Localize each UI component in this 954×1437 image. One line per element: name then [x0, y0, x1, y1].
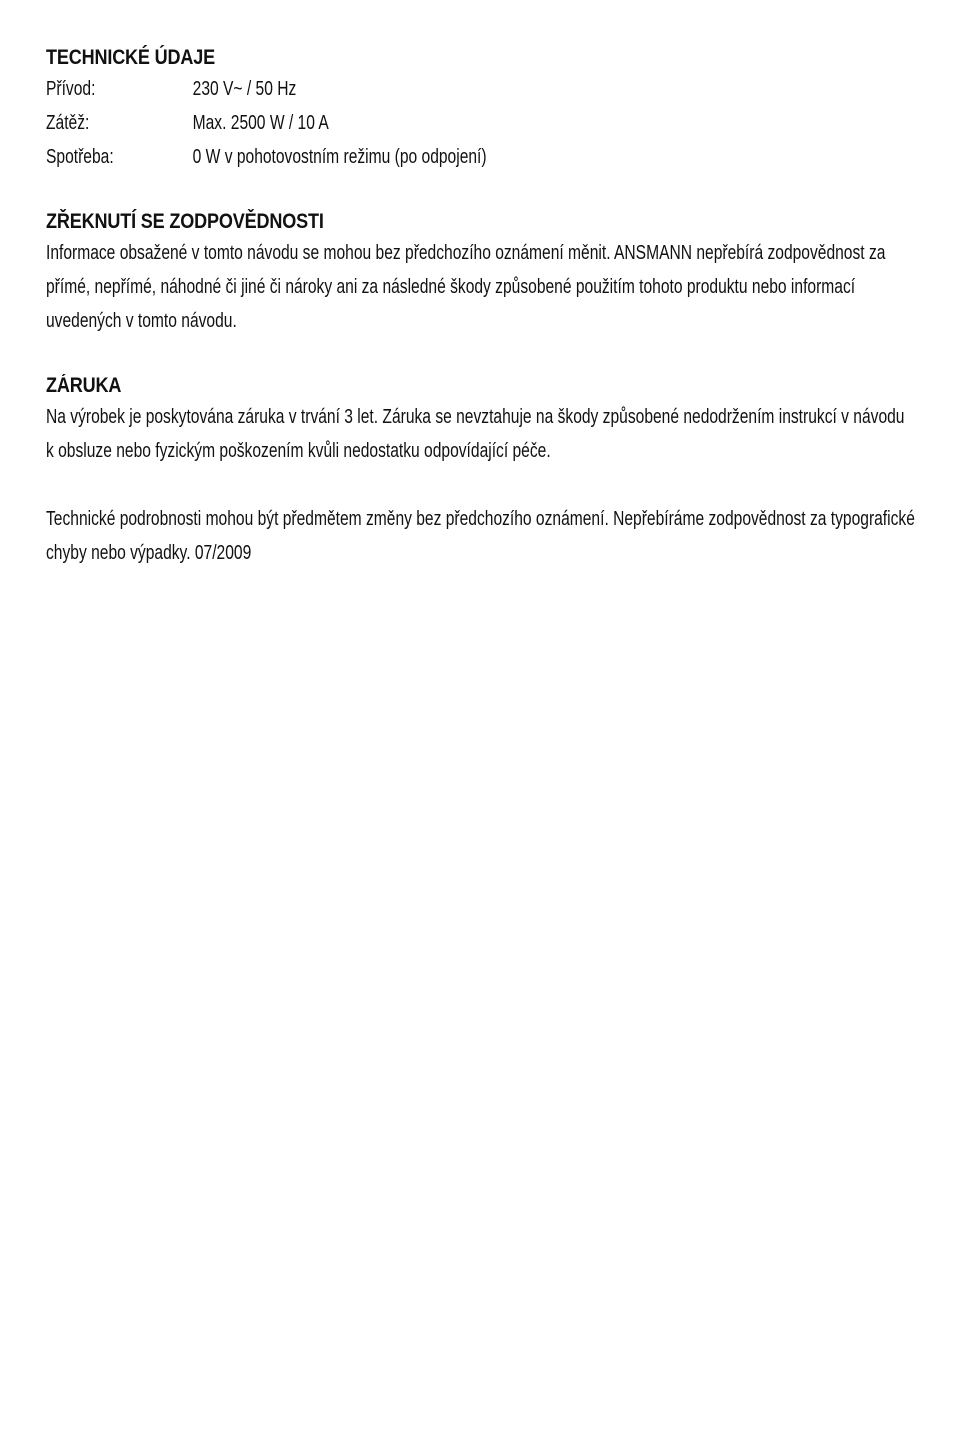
spec-value: 230 V~ / 50 Hz: [192, 78, 297, 100]
notice-text: Technické podrobnosti mohou být předmětem změny bez předchozího oznámení. Nepřebíráme zodpovědnost za typografické chyby nebo výpadky. 07/2009: [46, 508, 915, 564]
disclaimer-heading: ZŘEKNUTÍ SE ZODPOVĚDNOSTI: [46, 210, 324, 233]
technical-section: [46, 44, 916, 174]
spec-row-consumption: [46, 140, 916, 174]
spec-value: 0 W v pohotovostním režimu (po odpojení): [192, 146, 487, 168]
spacer: [46, 338, 916, 372]
disclaimer-text: Informace obsažené v tomto návodu se mohou bez předchozího oznámení měnit. ANSMANN nepřebírá zodpovědnost za přímé, nepřímé, náhodné či jiné či nároky ani za následné škody způsobené použitím tohoto produktu nebo informací uvedených v tomto návodu.: [46, 242, 886, 332]
warranty-heading: ZÁRUKA: [46, 374, 122, 397]
spec-label: Přívod:: [46, 78, 96, 100]
spec-label: Spotřeba:: [46, 146, 114, 168]
spec-label: Zátěž:: [46, 112, 90, 134]
spec-value: Max. 2500 W / 10 A: [192, 112, 329, 134]
warranty-section: [46, 372, 916, 468]
spec-row-load: [46, 106, 916, 140]
warranty-text: Na výrobek je poskytována záruka v trvání 3 let. Záruka se nevztahuje na škody způsobené nedodržením instrukcí v návodu k obsluze nebo fyzickým poškozením kvůli nedostatku odpovídající péče.: [46, 406, 905, 462]
spec-row-input: [46, 72, 916, 106]
spacer: [46, 174, 916, 208]
disclaimer-section: [46, 208, 916, 338]
technical-heading: TECHNICKÉ ÚDAJE: [46, 46, 216, 69]
notice-section: [46, 502, 916, 570]
document-page: [46, 44, 916, 570]
spacer: [46, 468, 916, 502]
